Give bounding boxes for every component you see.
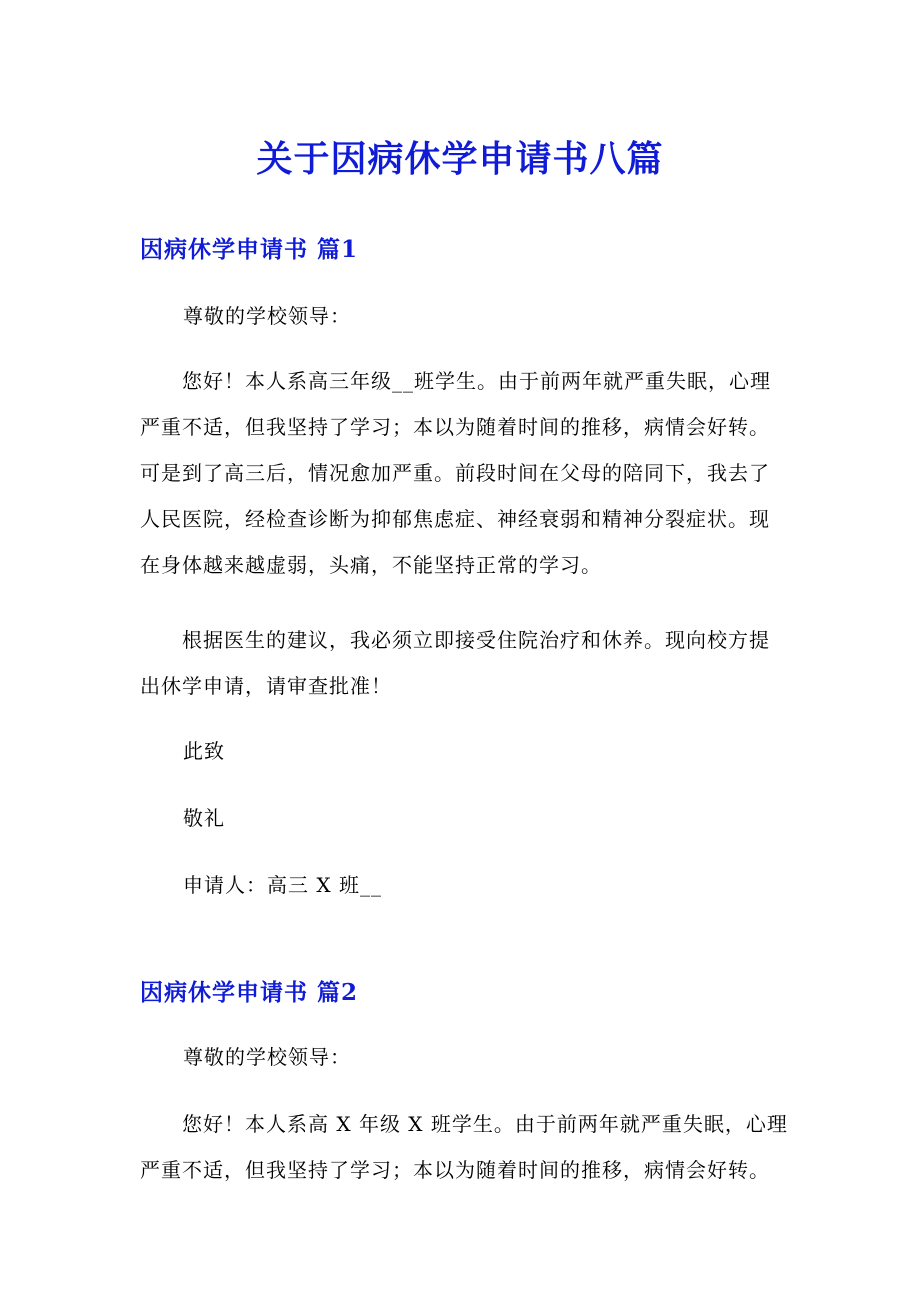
- paragraph-1-1: 您好！本人系高三年级__班学生。由于前两年就严重失眠，心理严重不适，但我坚持了学习；本以为随着时间的推移，病情会好转。可是到了高三后，情况愈加严重。前段时间在父母的陪同下，我去了人民医院，经检查诊断为抑郁焦虑症、神经衰弱和精神分裂症状。现在身体越来越虚弱，头痛，不能坚持正常的学习。: [140, 369, 771, 577]
- paragraph-2-1: 您好！本人系高 X 年级 X 班学生。由于前两年就严重失眠，心理严重不适，但我坚持了学习；本以为随着时间的推移，病情会好转。: [140, 1112, 788, 1182]
- document-title: 关于因病休学申请书八篇: [256, 138, 664, 180]
- section-heading-2: 因病休学申请书 篇2: [140, 979, 359, 1006]
- signature-line: 申请人：高三 X 班__: [183, 873, 382, 897]
- salutation-1: 尊敬的学校领导：: [183, 304, 351, 328]
- closing-jing-li: 敬礼: [183, 806, 225, 830]
- closing-ci-zhi: 此致: [183, 739, 225, 763]
- salutation-2: 尊敬的学校领导：: [183, 1045, 351, 1069]
- paragraph-1-2: 根据医生的建议，我必须立即接受住院治疗和休养。现向校方提出休学申请，请审查批准！: [140, 628, 770, 698]
- section-heading-1: 因病休学申请书 篇1: [140, 236, 359, 263]
